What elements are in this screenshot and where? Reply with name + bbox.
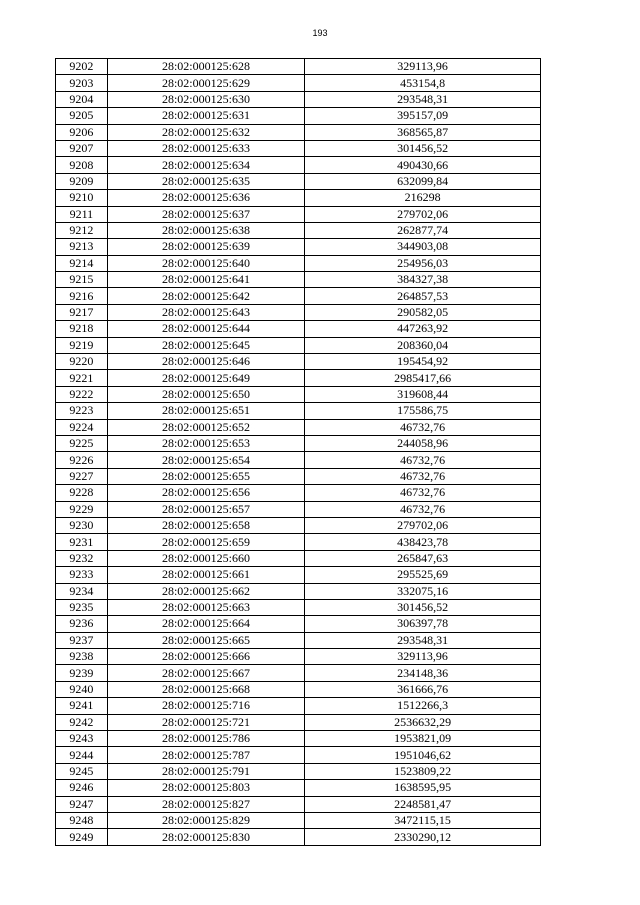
cadastral-number-cell: 28:02:000125:649 [107,370,304,386]
table-row [56,632,541,648]
cadastral-value-cell: 319608,44 [305,386,541,402]
row-number-cell: 9232 [56,550,108,566]
table-row [56,288,541,304]
row-number-cell: 9243 [56,731,108,747]
cadastral-value-cell: 295525,69 [305,567,541,583]
cadastral-value-cell: 384327,38 [305,272,541,288]
table-row [56,731,541,747]
cadastral-value-cell: 1951046,62 [305,747,541,763]
table-row [56,829,541,845]
cadastral-number-cell: 28:02:000125:650 [107,386,304,402]
cadastral-number-cell: 28:02:000125:632 [107,124,304,140]
cadastral-value-cell: 2985417,66 [305,370,541,386]
row-number-cell: 9215 [56,272,108,288]
cadastral-number-cell: 28:02:000125:654 [107,452,304,468]
row-number-cell: 9236 [56,616,108,632]
table-row [56,681,541,697]
cadastral-number-cell: 28:02:000125:660 [107,550,304,566]
cadastral-number-cell: 28:02:000125:642 [107,288,304,304]
cadastral-value-cell: 447263,92 [305,321,541,337]
cadastral-value-cell: 438423,78 [305,534,541,550]
cadastral-number-cell: 28:02:000125:665 [107,632,304,648]
row-number-cell: 9218 [56,321,108,337]
cadastral-number-cell: 28:02:000125:635 [107,173,304,189]
cadastral-number-cell: 28:02:000125:668 [107,681,304,697]
row-number-cell: 9237 [56,632,108,648]
cadastral-number-cell: 28:02:000125:663 [107,599,304,615]
cadastral-value-cell: 301456,52 [305,599,541,615]
cadastral-value-cell: 290582,05 [305,304,541,320]
row-number-cell: 9209 [56,173,108,189]
row-number-cell: 9221 [56,370,108,386]
cadastral-value-cell: 195454,92 [305,354,541,370]
cadastral-value-cell: 175586,75 [305,403,541,419]
cadastral-value-cell: 2330290,12 [305,829,541,845]
row-number-cell: 9246 [56,780,108,796]
row-number-cell: 9228 [56,485,108,501]
cadastral-number-cell: 28:02:000125:644 [107,321,304,337]
cadastral-value-cell: 1953821,09 [305,731,541,747]
table-row [56,354,541,370]
cadastral-number-cell: 28:02:000125:662 [107,583,304,599]
cadastral-value-cell: 344903,08 [305,239,541,255]
cadastral-value-cell: 265847,63 [305,550,541,566]
table-row [56,649,541,665]
cadastral-number-cell: 28:02:000125:787 [107,747,304,763]
cadastral-number-cell: 28:02:000125:656 [107,485,304,501]
cadastral-value-cell: 2248581,47 [305,796,541,812]
cadastral-value-cell: 301456,52 [305,140,541,156]
cadastral-value-cell: 293548,31 [305,632,541,648]
table-row [56,108,541,124]
cadastral-number-cell: 28:02:000125:636 [107,190,304,206]
cadastral-number-cell: 28:02:000125:716 [107,698,304,714]
table-row [56,337,541,353]
cadastral-value-cell: 1512266,3 [305,698,541,714]
cadastral-value-cell: 279702,06 [305,517,541,533]
table-row [56,665,541,681]
row-number-cell: 9219 [56,337,108,353]
cadastral-value-cell: 3472115,15 [305,812,541,828]
cadastral-value-table [55,58,541,846]
table-row [56,140,541,156]
cadastral-number-cell: 28:02:000125:786 [107,731,304,747]
row-number-cell: 9225 [56,435,108,451]
cadastral-value-cell: 46732,76 [305,468,541,484]
cadastral-value-cell: 46732,76 [305,419,541,435]
table-body [56,59,541,846]
cadastral-number-cell: 28:02:000125:640 [107,255,304,271]
row-number-cell: 9229 [56,501,108,517]
row-number-cell: 9233 [56,567,108,583]
cadastral-number-cell: 28:02:000125:651 [107,403,304,419]
table-row [56,747,541,763]
cadastral-number-cell: 28:02:000125:791 [107,763,304,779]
row-number-cell: 9238 [56,649,108,665]
table-row [56,59,541,75]
table-row [56,550,541,566]
cadastral-value-cell: 216298 [305,190,541,206]
row-number-cell: 9214 [56,255,108,271]
cadastral-value-cell: 1638595,95 [305,780,541,796]
table-row [56,435,541,451]
cadastral-value-cell: 361666,76 [305,681,541,697]
cadastral-value-cell: 46732,76 [305,485,541,501]
row-number-cell: 9207 [56,140,108,156]
cadastral-value-cell: 244058,96 [305,435,541,451]
cadastral-value-cell: 234148,36 [305,665,541,681]
table-row [56,468,541,484]
cadastral-value-cell: 262877,74 [305,222,541,238]
cadastral-number-cell: 28:02:000125:657 [107,501,304,517]
cadastral-number-cell: 28:02:000125:803 [107,780,304,796]
row-number-cell: 9206 [56,124,108,140]
row-number-cell: 9222 [56,386,108,402]
table-row [56,157,541,173]
cadastral-number-cell: 28:02:000125:637 [107,206,304,222]
row-number-cell: 9224 [56,419,108,435]
table-row [56,616,541,632]
row-number-cell: 9231 [56,534,108,550]
cadastral-number-cell: 28:02:000125:721 [107,714,304,730]
cadastral-number-cell: 28:02:000125:633 [107,140,304,156]
table-row [56,534,541,550]
table-row [56,485,541,501]
row-number-cell: 9249 [56,829,108,845]
row-number-cell: 9240 [56,681,108,697]
row-number-cell: 9239 [56,665,108,681]
table-row [56,304,541,320]
page-number: 193 [312,28,328,38]
table-row [56,567,541,583]
cadastral-value-cell: 46732,76 [305,501,541,517]
table-row [56,124,541,140]
row-number-cell: 9235 [56,599,108,615]
table-row [56,75,541,91]
row-number-cell: 9244 [56,747,108,763]
table-row [56,419,541,435]
cadastral-number-cell: 28:02:000125:630 [107,91,304,107]
cadastral-value-cell: 329113,96 [305,59,541,75]
row-number-cell: 9227 [56,468,108,484]
row-number-cell: 9245 [56,763,108,779]
cadastral-number-cell: 28:02:000125:645 [107,337,304,353]
row-number-cell: 9202 [56,59,108,75]
cadastral-number-cell: 28:02:000125:661 [107,567,304,583]
cadastral-value-cell: 293548,31 [305,91,541,107]
cadastral-number-cell: 28:02:000125:666 [107,649,304,665]
table-row [56,403,541,419]
cadastral-number-cell: 28:02:000125:639 [107,239,304,255]
table-row [56,255,541,271]
row-number-cell: 9242 [56,714,108,730]
cadastral-number-cell: 28:02:000125:830 [107,829,304,845]
cadastral-value-cell: 254956,03 [305,255,541,271]
cadastral-number-cell: 28:02:000125:664 [107,616,304,632]
table-row [56,206,541,222]
table-row [56,370,541,386]
table-row [56,583,541,599]
cadastral-number-cell: 28:02:000125:629 [107,75,304,91]
cadastral-number-cell: 28:02:000125:643 [107,304,304,320]
table-row [56,763,541,779]
table-row [56,517,541,533]
cadastral-number-cell: 28:02:000125:658 [107,517,304,533]
row-number-cell: 9247 [56,796,108,812]
row-number-cell: 9210 [56,190,108,206]
row-number-cell: 9211 [56,206,108,222]
table-row [56,780,541,796]
cadastral-value-cell: 490430,66 [305,157,541,173]
table-row [56,272,541,288]
cadastral-number-cell: 28:02:000125:653 [107,435,304,451]
row-number-cell: 9212 [56,222,108,238]
table-row [56,698,541,714]
table-row [56,91,541,107]
row-number-cell: 9220 [56,354,108,370]
cadastral-number-cell: 28:02:000125:659 [107,534,304,550]
table-row [56,501,541,517]
row-number-cell: 9204 [56,91,108,107]
table-row [56,190,541,206]
cadastral-number-cell: 28:02:000125:827 [107,796,304,812]
row-number-cell: 9217 [56,304,108,320]
cadastral-value-cell: 46732,76 [305,452,541,468]
row-number-cell: 9234 [56,583,108,599]
row-number-cell: 9230 [56,517,108,533]
row-number-cell: 9248 [56,812,108,828]
cadastral-number-cell: 28:02:000125:641 [107,272,304,288]
cadastral-number-cell: 28:02:000125:667 [107,665,304,681]
cadastral-value-cell: 632099,84 [305,173,541,189]
row-number-cell: 9205 [56,108,108,124]
cadastral-value-cell: 329113,96 [305,649,541,665]
cadastral-value-cell: 395157,09 [305,108,541,124]
cadastral-number-cell: 28:02:000125:628 [107,59,304,75]
cadastral-number-cell: 28:02:000125:646 [107,354,304,370]
cadastral-value-cell: 453154,8 [305,75,541,91]
table-row [56,452,541,468]
table-row [56,173,541,189]
cadastral-number-cell: 28:02:000125:638 [107,222,304,238]
table-row [56,386,541,402]
table-row [56,812,541,828]
table-row [56,222,541,238]
row-number-cell: 9213 [56,239,108,255]
table-row [56,239,541,255]
cadastral-value-cell: 264857,53 [305,288,541,304]
row-number-cell: 9241 [56,698,108,714]
row-number-cell: 9223 [56,403,108,419]
row-number-cell: 9226 [56,452,108,468]
row-number-cell: 9203 [56,75,108,91]
cadastral-number-cell: 28:02:000125:631 [107,108,304,124]
cadastral-value-cell: 306397,78 [305,616,541,632]
table-row [56,796,541,812]
cadastral-value-cell: 279702,06 [305,206,541,222]
cadastral-value-cell: 368565,87 [305,124,541,140]
row-number-cell: 9216 [56,288,108,304]
cadastral-value-cell: 208360,04 [305,337,541,353]
cadastral-number-cell: 28:02:000125:829 [107,812,304,828]
table-row [56,321,541,337]
table-row [56,714,541,730]
cadastral-value-cell: 332075,16 [305,583,541,599]
table-row [56,599,541,615]
cadastral-value-cell: 2536632,29 [305,714,541,730]
row-number-cell: 9208 [56,157,108,173]
cadastral-number-cell: 28:02:000125:655 [107,468,304,484]
cadastral-number-cell: 28:02:000125:634 [107,157,304,173]
cadastral-number-cell: 28:02:000125:652 [107,419,304,435]
cadastral-value-cell: 1523809,22 [305,763,541,779]
